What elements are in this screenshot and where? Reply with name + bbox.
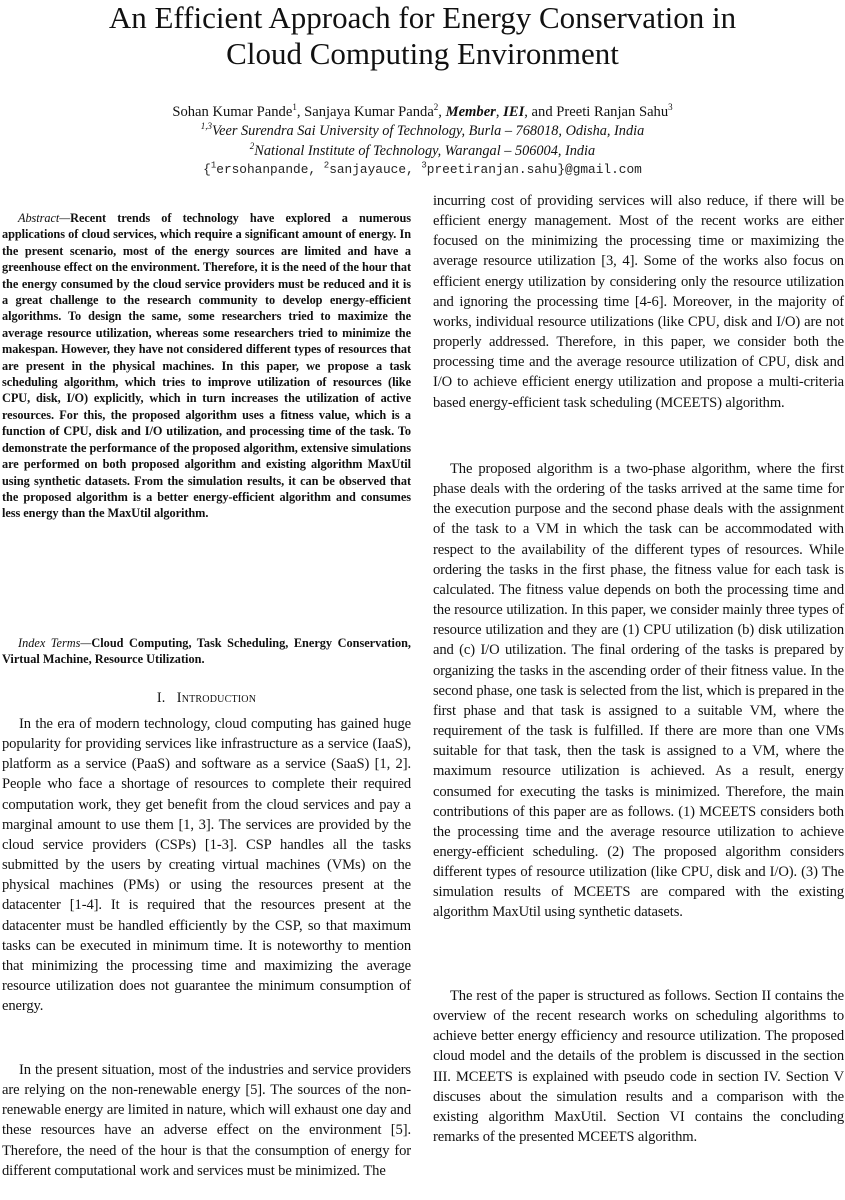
abstract (2, 210, 411, 522)
abstract-text: Recent trends of technology have explored a numerous applications of cloud services, which require a significant amount of energy. In the present scenario, most of the energy sources are limited and have a greenhouse effect on the environment. Therefore, it is the need of the hour that the energy consumed by the cloud service providers must be reduced and it is a great challenge to the research community to develop energy-efficient algorithms. To design the same, some researchers tried to maximize the average resource utilization, whereas some researchers tried to minimize the makespan. However, they have not considered different types of resources that are present in the physical machines. In this paper, we propose a task scheduling algorithm, which tries to improve utilization of resources (like CPU, disk, I/O) explicitly, which in turn increases the utilization of active resources. For this, the proposed algorithm uses a fitness value, which is a function of CPU, disk and I/O utilization, and processing time of the task. To demonstrate the performance of the proposed algorithm, extensive simulations are performed on both proposed algorithm and existing algorithm MaxUtil using synthetic datasets. From the simulation results, it can be observed that the proposed algorithm is a better energy-efficient algorithm and consumes less energy than the MaxUtil algorithm. (2, 211, 411, 521)
email-2: sanjayauce, (329, 162, 414, 177)
intro-paragraph-4: The rest of the paper is structured as follows. Section II contains the overview of the recent research works on scheduling algorithms to achieve better energy efficiency and resource utilization. The proposed cloud model and the details of the problem is discussed in the section III. MCEETS is explained with pseudo code in section IV. Section V discuses about the simulation results and a comparison with the existing algorithm MaxUtil. Section VI contains the concluding remarks of the presented MCEETS algorithm. (433, 988, 844, 1146)
intro-paragraph-3: The proposed algorithm is a two-phase algorithm, where the first phase deals with the ordering of the tasks arrived at the same time for the execution purpose and the second phase deals with the assignment of the task to a VM in which the task can be accommodated with respect to the availability of the different types of resources. While ordering the tasks in the first phase, the fitness value for each task is calculated. The fitness value depends on both the processing time and the resource utilization. In this paper, we consider mainly three types of resource utilization and they are (1) CPU utilization (b) disk utilization and (c) I/O utilization. The final ordering of the tasks is prepared by organizing the tasks in the ascending order of their fitness value. In the second phase, one task is selected from the list, which is prepared in the first phase and that task is assigned to a suitable VM, where the requirement of the task is fulfilled. If there are more than one VMs suitable for that task, then the task is assigned to a VM, where the maximum resource utilization is achieved. As a result, energy consumed for executing the tasks is minimized. Therefore, the main contributions of this paper are as follows. (1) MCEETS considers both the processing time and the average resource utilization to achieve energy-efficient scheduling. (2) The proposed algorithm considers different types of resource utilization (like CPU, disk and I/O). (3) The simulation results of MCEETS are compared with the existing algorithm MaxUtil using synthetic datasets. (433, 461, 844, 921)
intro-paragraph-2-continued: incurring cost of providing services will also reduce, if there will be efficient energy management. Most of the recent works are either focused on the minimizing the processing time or maximizing the average resource utilization [3, 4]. Some of the works also focus on efficient energy utilization by considering only the resource utilization and ignoring the processing time [4-6]. Moreover, in the majority of works, individual resource utilizations (like CPU, disk and I/O) are not properly addressed. Therefore, in this paper, we consider both the processing time and the average resource utilization of CPU, disk and I/O to achieve efficient energy utilization and propose a multi-criteria based energy-efficient task scheduling (MCEETS) algorithm. (433, 193, 844, 411)
affiliation-1 (0, 122, 845, 141)
affiliation-2-text: National Institute of Technology, Warangal – 506004, India (254, 143, 596, 159)
author-conjunction: , and (524, 104, 557, 120)
affiliation-1-text: Veer Surendra Sai University of Technology, Burla – 768018, Odisha, India (212, 123, 645, 139)
section-title: Introduction (176, 690, 257, 706)
author-list: Sohan Kumar Pande$^1$, Sanjaya Kumar Panda$^2$, Member, IEI, and Preeti Ranjan Sahu$^3$ (172, 102, 673, 120)
author-3: Preeti Ranjan Sahu (556, 104, 669, 120)
index-terms-text: Cloud Computing, Task Scheduling, Energy Conservation, Virtual Machine, Resource Utilization. (2, 636, 412, 667)
email-1: ersohanpande, (216, 162, 317, 177)
author-member-title: Member (445, 104, 496, 120)
email-list: {$^1$ersohanpande, $^2$sanjayauce, $^3$preetiranjan.sahu}@gmail.com (203, 160, 642, 177)
author-1: Sohan Kumar Pande (172, 104, 293, 120)
affiliation-1-marks: 1,3 (200, 121, 213, 132)
paper-title (0, 0, 845, 72)
intro-paragraph-1: In the era of modern technology, cloud computing has gained huge popularity for providing services like infrastructure as a service (IaaS), platform as a service (PaaS) and software as a service (SaaS) [1, 2]. People who face a shortage of resources to complete their required computation work, they get benefit from the cloud services and pay a marginal amount to use them [1, 3]. The services are provided by the cloud service providers (CSPs) [1-3]. CSP handles all the tasks submitted by the users by creating virtual machines (VMs) on the physical machines (PMs) or using the resources present at the datacenter [1-4]. It is required that the resources present at the datacenter must be handled efficiently by the CSP, so that maximum tasks can be executed in minimum time. It is noteworthy to mention that minimizing the processing time and maximizing the average resource utilization does not guarantee the minimum consumption of energy. (2, 716, 411, 1015)
abstract-lead: Abstract— (18, 211, 71, 225)
affiliation-2 (0, 142, 845, 161)
author-2: Sanjaya Kumar Panda (304, 104, 434, 120)
index-terms-lead: Index Terms— (18, 636, 92, 650)
title-line-1: An Efficient Approach for Energy Conservation in (108, 0, 737, 35)
section-heading-introduction (2, 688, 411, 708)
email-3: preetiranjan.sahu}@gmail.com (426, 162, 642, 177)
title-line-2: Cloud Computing Environment (226, 36, 619, 71)
affiliation-2-marks: 2 (249, 141, 255, 152)
author-society: IEI (503, 104, 525, 120)
intro-paragraph-2: In the present situation, most of the industries and service providers are relying on the non-renewable energy [5]. The sources of the non-renewable energy are limited in nature, which will exhaust one day and these resources have an adverse effect on the environment [5]. Therefore, the need of the hour is that the consumption of energy for different computational work and services must be minimized. The (2, 1062, 411, 1179)
index-terms (2, 635, 411, 668)
section-number: I. (156, 690, 166, 706)
